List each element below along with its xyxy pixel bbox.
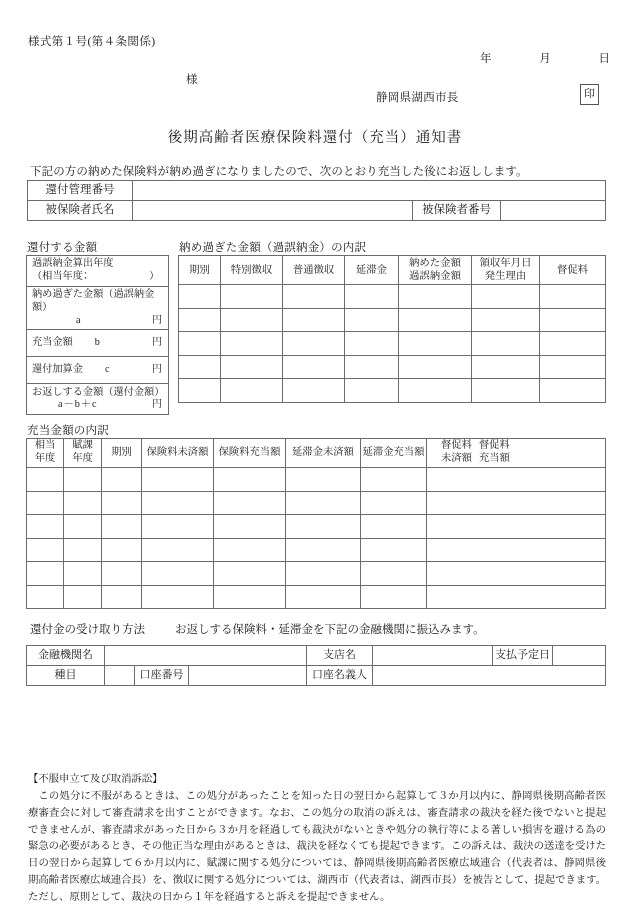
legal-notice (28, 772, 606, 907)
table-cell[interactable] (102, 562, 142, 586)
col-header-latefee-appropriated-l1: 延滞金充当額 (362, 446, 425, 458)
table-cell[interactable] (214, 538, 286, 562)
form-code: 様式第１号(第４条関係) (28, 36, 156, 48)
col-header-period (102, 439, 142, 468)
table-cell[interactable] (472, 379, 540, 403)
table-row (27, 256, 169, 287)
table-row (27, 538, 606, 562)
col-header-paid-amount (399, 256, 472, 285)
table-row (179, 332, 606, 356)
account-number-field[interactable] (189, 666, 307, 686)
receive-method-heading (30, 621, 485, 637)
table-cell[interactable] (214, 515, 286, 539)
account-holder-field[interactable] (373, 666, 606, 686)
col-header-demandfee-unpaid-title: 督促料 (441, 440, 472, 452)
table-row (179, 285, 606, 309)
table-row (27, 515, 606, 539)
table-cell[interactable] (283, 379, 345, 403)
overpaid-amount-label: 納め過ぎた金額（過誤納金額） (32, 289, 155, 313)
table-cell[interactable] (179, 379, 221, 403)
table-cell[interactable] (179, 355, 221, 379)
col-header-demandfee-appropriated-sub: 充当額 (478, 453, 510, 464)
col-header-period (179, 256, 221, 285)
col-header-ordinary-collection (283, 256, 345, 285)
table-cell[interactable] (345, 308, 399, 332)
col-header-premium-unpaid (142, 439, 214, 468)
appropriation-caption: 充当金額の内訳 (27, 425, 109, 437)
insured-number-field[interactable] (501, 201, 606, 221)
table-cell[interactable] (102, 491, 142, 515)
table-cell[interactable] (27, 562, 64, 586)
refund-surcharge-code: c (104, 363, 110, 375)
table-cell[interactable] (286, 468, 361, 492)
col-header-paid-amount-l2: 過誤納金額 (409, 271, 461, 282)
table-cell[interactable] (142, 538, 214, 562)
table-cell[interactable] (361, 491, 427, 515)
table-cell[interactable] (221, 379, 283, 403)
table-cell[interactable] (102, 538, 142, 562)
table-cell[interactable] (283, 332, 345, 356)
account-type-field[interactable] (105, 666, 135, 686)
addressee-honorific: 様 (186, 74, 198, 86)
table-cell[interactable] (345, 285, 399, 309)
col-header-levy-year-l1: 賦課 (72, 440, 93, 452)
table-cell[interactable] (142, 585, 214, 609)
table-cell[interactable] (142, 562, 214, 586)
table-cell[interactable] (64, 538, 102, 562)
col-header-latefee-appropriated (361, 439, 427, 468)
table-cell[interactable] (214, 491, 286, 515)
table-header-row (27, 439, 606, 468)
table-cell[interactable] (64, 562, 102, 586)
table-cell[interactable] (427, 468, 606, 492)
refund-surcharge-cell[interactable] (27, 357, 169, 384)
table-row (179, 308, 606, 332)
col-header-demandfee-unpaid-sub: 未済額 (441, 453, 472, 464)
col-header-late-fee-l1: 延滞金 (355, 264, 388, 276)
table-cell[interactable] (427, 515, 606, 539)
col-header-ordinary-collection-l1: 普通徴収 (292, 264, 335, 276)
table-cell[interactable] (540, 285, 606, 309)
refund-surcharge-label: 還付加算金 (32, 363, 83, 375)
table-row (27, 646, 606, 666)
table-cell[interactable] (179, 308, 221, 332)
table-cell[interactable] (102, 515, 142, 539)
table-cell[interactable] (345, 332, 399, 356)
table-cell[interactable] (179, 285, 221, 309)
appropriated-amount-unit: 円 (151, 336, 162, 348)
calc-year-line1: 過誤納金算出年度 (32, 258, 114, 270)
overpayment-rows (179, 285, 606, 403)
table-cell[interactable] (427, 538, 606, 562)
table-cell[interactable] (399, 308, 472, 332)
table-cell[interactable] (472, 355, 540, 379)
table-cell[interactable] (102, 468, 142, 492)
overpaid-amount-unit: 円 (151, 314, 162, 326)
account-holder-label: 口座名義人 (307, 666, 373, 686)
table-cell[interactable] (361, 515, 427, 539)
table-cell[interactable] (345, 379, 399, 403)
page-title: 後期高齢者医療保険料還付（充当）通知書 (167, 130, 463, 146)
table-cell[interactable] (540, 379, 606, 403)
table-cell[interactable] (221, 355, 283, 379)
calc-year-line2: （相当年度： ） (32, 271, 160, 282)
payment-date-field[interactable] (553, 646, 606, 666)
appropriated-amount-code: b (94, 336, 100, 348)
calc-year-cell[interactable] (27, 256, 169, 287)
account-number-label: 口座番号 (135, 666, 189, 686)
table-cell[interactable] (102, 585, 142, 609)
table-cell[interactable] (427, 562, 606, 586)
date-month-label: 月 (539, 53, 551, 65)
table-cell[interactable] (286, 562, 361, 586)
table-cell[interactable] (472, 308, 540, 332)
institution-name-label: 金融機関名 (27, 646, 105, 666)
table-cell[interactable] (286, 491, 361, 515)
table-cell[interactable] (286, 515, 361, 539)
bank-transfer-table (26, 645, 606, 686)
col-header-premium-appropriated-l1: 保険料充当額 (218, 446, 281, 458)
table-cell[interactable] (345, 355, 399, 379)
appropriated-amount-cell[interactable] (27, 330, 169, 357)
overpayment-breakdown-table (178, 255, 606, 403)
insured-name-label: 被保険者氏名 (28, 201, 133, 221)
table-row (27, 585, 606, 609)
total-refund-formula: a－b＋c (58, 399, 98, 411)
table-row (27, 491, 606, 515)
table-cell[interactable] (540, 355, 606, 379)
table-cell[interactable] (27, 585, 64, 609)
table-row (179, 379, 606, 403)
table-cell[interactable] (283, 308, 345, 332)
table-row (27, 666, 606, 686)
table-cell[interactable] (221, 332, 283, 356)
table-cell[interactable] (64, 585, 102, 609)
col-header-demand-fee-l1: 督促料 (556, 264, 589, 276)
table-row (27, 562, 606, 586)
table-cell[interactable] (214, 468, 286, 492)
col-header-late-fee (345, 256, 399, 285)
col-header-premium-appropriated (214, 439, 286, 468)
table-cell[interactable] (27, 491, 64, 515)
table-row (179, 355, 606, 379)
table-cell[interactable] (427, 491, 606, 515)
institution-name-field[interactable] (105, 646, 307, 666)
table-cell[interactable] (27, 515, 64, 539)
col-header-latefee-unpaid (286, 439, 361, 468)
appropriation-rows (27, 468, 606, 609)
overpaid-amount-cell[interactable] (27, 287, 169, 330)
legal-notice-heading: 【不服申立て及び取消訴訟】 (28, 774, 163, 785)
col-header-applicable-year-l1: 相当 (34, 440, 56, 452)
appropriation-breakdown-table (26, 438, 606, 609)
table-row (27, 330, 169, 357)
branch-name-field[interactable] (373, 646, 493, 666)
table-cell[interactable] (540, 332, 606, 356)
refund-control-number-field[interactable] (133, 181, 606, 201)
refund-amount-caption: 還付する金額 (27, 242, 98, 254)
table-cell[interactable] (361, 468, 427, 492)
table-cell[interactable] (64, 468, 102, 492)
table-cell[interactable] (142, 491, 214, 515)
date-year-label: 年 (480, 53, 492, 65)
col-header-receipt-date (472, 256, 540, 285)
intro-text: 下記の方の納めた保険料が納め過ぎになりましたので、次のとおり充当した後にお返しします。 (30, 166, 528, 178)
table-cell[interactable] (540, 308, 606, 332)
appropriated-amount-label: 充当金額 (32, 336, 73, 348)
table-cell[interactable] (214, 585, 286, 609)
col-header-receipt-date-l1: 領収年月日 (479, 258, 532, 269)
table-cell[interactable] (472, 332, 540, 356)
overpaid-amount-code: a (76, 314, 81, 326)
table-cell[interactable] (399, 332, 472, 356)
table-row (28, 181, 606, 201)
account-type-label: 種目 (27, 666, 105, 686)
table-cell[interactable] (142, 468, 214, 492)
col-header-latefee-unpaid-l1: 延滞金未済額 (292, 446, 354, 458)
table-cell[interactable] (27, 538, 64, 562)
total-refund-unit: 円 (151, 399, 162, 411)
issuer-name: 静岡県湖西市長 (376, 92, 459, 104)
table-row (27, 384, 169, 415)
table-cell[interactable] (64, 515, 102, 539)
table-cell[interactable] (142, 515, 214, 539)
table-cell[interactable] (286, 585, 361, 609)
table-cell[interactable] (283, 355, 345, 379)
receive-method-caption: 還付金の受け取り方法 (30, 624, 145, 636)
table-cell[interactable] (361, 562, 427, 586)
table-row (28, 201, 606, 221)
branch-name-label: 支店名 (307, 646, 373, 666)
insured-name-field[interactable] (133, 201, 413, 221)
table-cell[interactable] (361, 585, 427, 609)
table-cell[interactable] (399, 379, 472, 403)
refund-control-number-label: 還付管理番号 (28, 181, 133, 201)
table-cell[interactable] (286, 538, 361, 562)
table-cell[interactable] (214, 562, 286, 586)
legal-notice-body: この処分に不服があるときは、この処分があったことを知った日の翌日から起算して３か月以内に、静岡県後期高齢者医療審査会に対して審査請求を出すことができます。なお、この処分の取消の訴えは、審査請求の裁決を経た後でないと提起できませんが、審査請求があった日から３か月を経過しても裁決がないときや処分の執行等による著しい損害を避ける為の緊急の必要があるとき、その他正当な理由があるときは、裁決を経なくても提起できます。この訴えは、裁決の送達を受けた日の翌日から起算して６か月以内に、賦課に関する処分については、静岡県後期高齢者医療広域連合（代表者は、静岡県後期高齢者医療広域連合長）を、徴収に関する処分については、湖西市（代表者は、湖西市長）を被告として、提起できます。ただし、原則として、裁決の日から１年を経過すると訴えを提起できません。 (28, 790, 606, 903)
col-header-special-collection (221, 256, 283, 285)
total-refund-cell[interactable] (27, 384, 169, 415)
table-header-row (179, 256, 606, 285)
receive-method-note: お返しする保険料・延滞金を下記の金融機関に振込みます。 (175, 624, 485, 636)
table-cell[interactable] (399, 355, 472, 379)
refund-amount-table (26, 255, 169, 415)
table-row (27, 468, 606, 492)
col-header-premium-unpaid-l1: 保険料未済額 (146, 446, 209, 458)
col-header-demand-fee (540, 256, 606, 285)
table-cell[interactable] (361, 538, 427, 562)
table-cell[interactable] (64, 491, 102, 515)
table-row (27, 287, 169, 330)
col-header-levy-year-l2: 年度 (72, 453, 93, 464)
table-row (27, 357, 169, 384)
seal-stamp-box: 印 (580, 84, 599, 105)
table-cell[interactable] (399, 285, 472, 309)
table-cell[interactable] (427, 585, 606, 609)
insured-number-label: 被保険者番号 (413, 201, 501, 221)
date-line (480, 50, 610, 66)
table-cell[interactable] (472, 285, 540, 309)
date-day-label: 日 (598, 53, 610, 65)
col-header-paid-amount-l1: 納めた金額 (409, 258, 461, 269)
col-header-levy-year (64, 439, 102, 468)
payment-date-label: 支払予定日 (493, 646, 553, 666)
col-header-receipt-date-l2: 発生理由 (484, 271, 527, 282)
table-cell[interactable] (27, 468, 64, 492)
overpayment-caption: 納め過ぎた金額（過誤納金）の内訳 (179, 242, 367, 254)
insured-info-table (27, 180, 606, 221)
table-cell[interactable] (221, 308, 283, 332)
table-cell[interactable] (179, 332, 221, 356)
col-header-special-collection-l1: 特別徴収 (230, 264, 273, 276)
col-header-period-l1: 期別 (189, 264, 210, 276)
col-header-demand-fee-group (427, 439, 606, 468)
refund-surcharge-unit: 円 (151, 363, 162, 375)
col-header-applicable-year-l2: 年度 (34, 453, 56, 464)
col-header-applicable-year (27, 439, 64, 468)
total-refund-label: お返しする金額（還付金額） (32, 386, 165, 398)
col-header-demandfee-appropriated-title: 督促料 (478, 440, 510, 452)
table-cell[interactable] (221, 285, 283, 309)
table-cell[interactable] (283, 285, 345, 309)
col-header-period-l1: 期別 (111, 446, 132, 458)
